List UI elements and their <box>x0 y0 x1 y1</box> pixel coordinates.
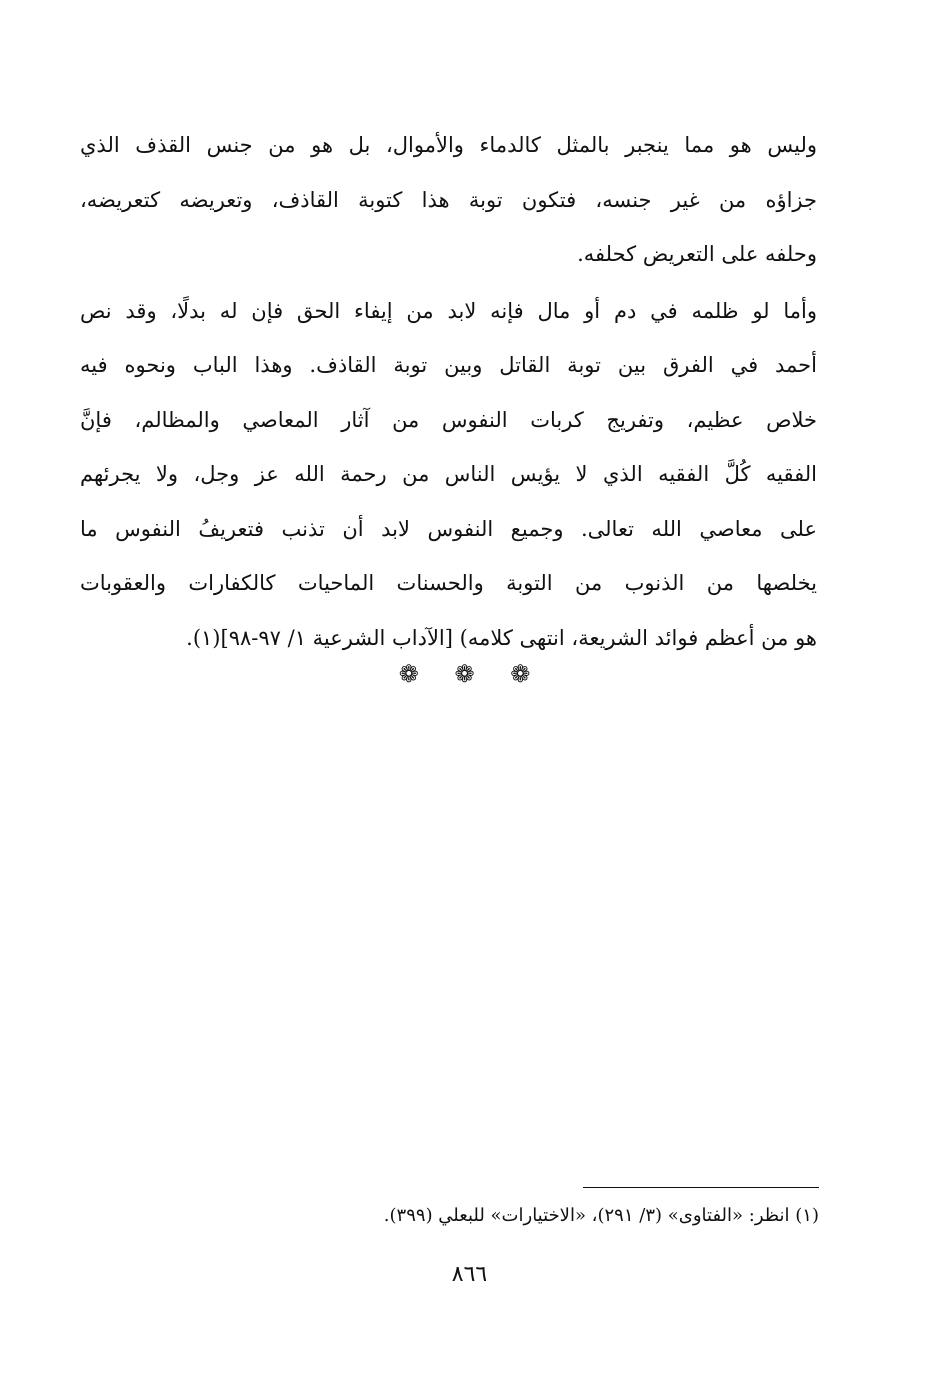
text-line: جزاؤه من غير جنسه، فتكون توبة هذا كتوبة القاذف، وتعريضه كتعريضه، <box>80 187 817 212</box>
text-line: وأما لو ظلمه في دم أو مال فإنه لابد من إيفاء الحق فإن له بدلًا، وقد نص <box>80 298 817 323</box>
text-line: وليس هو مما ينجبر بالمثل كالدماء والأموال، بل هو من جنس القذف الذي <box>80 133 817 157</box>
text-line: الفقيه كُلَّ الفقيه الذي لا يؤيس الناس من رحمة الله عز وجل، ولا يجرئهم <box>80 462 817 486</box>
footnote: (١) انظر: «الفتاوى» (٣/ ٢٩١)، «الاختيارات» للبعلي (٣٩٩). <box>383 1205 819 1226</box>
text-line: يخلصها من الذنوب من التوبة والحسنات الماحيات كالكفارات والعقوبات <box>80 571 817 595</box>
paragraph-1 <box>80 118 817 282</box>
main-text <box>80 118 817 665</box>
text-line: هو من أعظم فوائد الشريعة، انتهى كلامه) [الآداب الشرعية ١/ ٩٧-٩٨](١). <box>186 625 817 650</box>
paragraph-2 <box>80 284 817 666</box>
text-line: وحلفه على التعريض كحلفه. <box>577 242 817 266</box>
flower-ornament-icon: ❁ <box>398 660 429 688</box>
page-number: ٨٦٦ <box>451 1262 488 1287</box>
text-line: خلاص عظيم، وتفريج كربات النفوس من آثار المعاصي والمظالم، فإنَّ <box>80 407 817 432</box>
flower-ornament-icon: ❁ <box>510 660 541 688</box>
section-separator <box>0 660 939 688</box>
flower-ornament-icon: ❁ <box>454 660 485 688</box>
text-line: أحمد في الفرق بين توبة القاتل وبين توبة القاذف. وهذا الباب ونحوه فيه <box>80 353 817 377</box>
text-line: على معاصي الله تعالى. وجميع النفوس لابد أن تذنب فتعريفُ النفوس ما <box>80 516 817 541</box>
footnote-divider <box>583 1187 819 1188</box>
